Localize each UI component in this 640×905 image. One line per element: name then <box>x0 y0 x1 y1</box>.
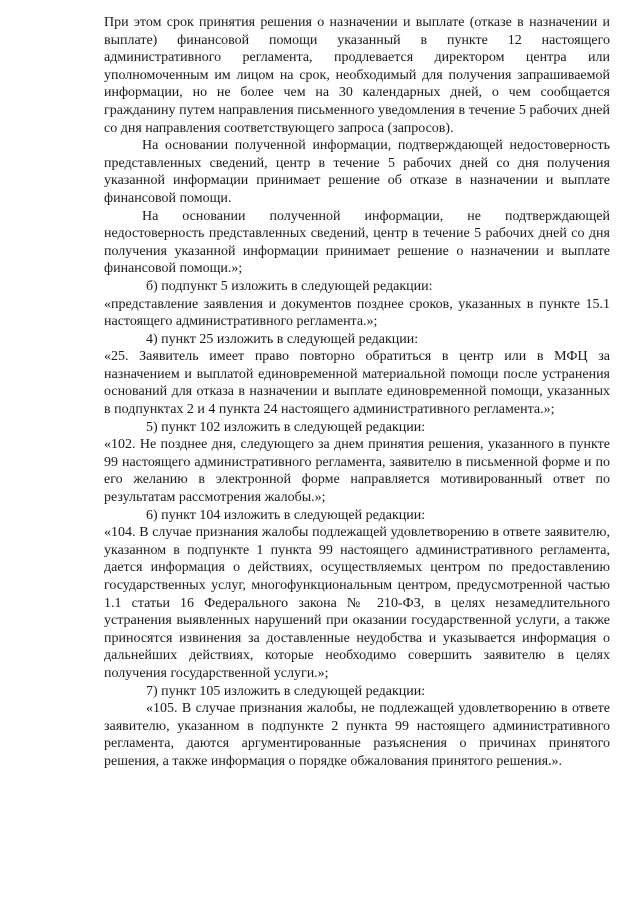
paragraph-item-104-text: «104. В случае признания жалобы подлежащей удовлетворению в ответе заявителю, указанном в подпункте 1 пункта 99 настоящего административного регламента, дается информация о действиях, осуществляемых центром по предоставлению государственных услуг, многофункциональным центром, предусмотренной частью 1.1 статьи 16 Федерального закона № 210-ФЗ, в целях незамедлительного устранения выявленных нарушений при оказании государственной услуги, а также приносятся извинения за доставленные неудобства и указывается информация о дальнейших действиях, которые необходимо совершить заявителю в целях получения государственной услуги.»; <box>104 525 610 681</box>
paragraph-approval-decision: На основании полученной информации, не подтверждающей недостоверность представленных сведений, центр в течение 5 рабочих дней со дня получения указанной информации принимает решение о назначении и выплате финансовой помощи.»; <box>104 208 610 277</box>
paragraph-refusal-decision: На основании полученной информации, подтверждающей недостоверность представленных сведений, центр в течение 5 рабочих дней со дня получения указанной информации принимает решение об отказе в назначении и выплате финансовой помощи. <box>104 138 610 206</box>
paragraph-amendment-item-104: 6) пункт 104 изложить в следующей редакции: <box>146 507 426 523</box>
paragraph-subitem-5-text: «представление заявления и документов позднее сроков, указанных в пункте 15.1 настоящего административного регламента.»; <box>104 296 610 330</box>
paragraph-item-25-text: «25. Заявитель имеет право повторно обратиться в центр или в МФЦ за назначением и выплатой единовременной материальной помощи после устранения оснований для отказа в назначении и выплате единовременной помощи, указанных в подпунктах 2 и 4 пункта 24 настоящего административного регламента.»; <box>104 349 610 418</box>
paragraph-amendment-item-25: 4) пункт 25 изложить в следующей редакции: <box>146 331 419 347</box>
paragraph-amendment-item-105: 7) пункт 105 изложить в следующей редакции: <box>146 683 426 699</box>
paragraph-amendment-subitem-5: б) подпункт 5 изложить в следующей редакции: <box>146 278 433 294</box>
paragraph-item-102-text: «102. Не позднее дня, следующего за днем принятия решения, указанного в пункте 99 настоящего административного регламента, заявителю в письменной форме и по его желанию в электронной форме направляется мотивированный ответ по результатам рассмотрения жалобы.»; <box>104 437 610 506</box>
paragraph-item-105-text: «105. В случае признания жалобы, не подлежащей удовлетворению в ответе заявителю, указанном в подпункте 2 пункта 99 настоящего административного регламента, даются аргументированные разъяснения о причинах принятого решения, а также информация о порядке обжалования принятого решения.». <box>104 701 610 769</box>
paragraph-amendment-item-102: 5) пункт 102 изложить в следующей редакции: <box>146 419 426 435</box>
paragraph-deadline-extension: При этом срок принятия решения о назначении и выплате (отказе в назначении и выплате) финансовой помощи указанный в пункте 12 настоящего административного регламента, продлевается директором центра или уполномоченным им лицом на срок, необходимый для получения запрашиваемой информации, но не более чем на 30 календарных дней, о чем сообщается гражданину путем направления письменного уведомления в течение 5 рабочих дней со дня направления соответствующего запроса (запросов). <box>104 15 610 136</box>
